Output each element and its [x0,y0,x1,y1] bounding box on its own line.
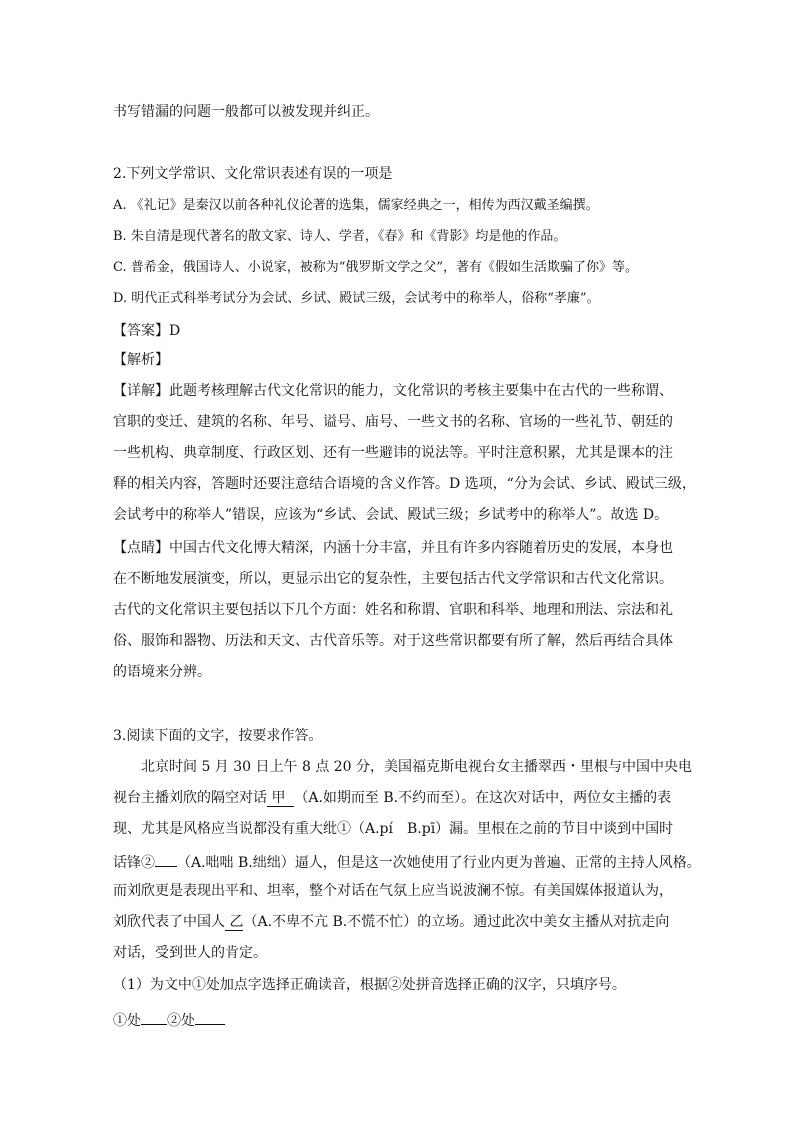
passage-line [113,788,671,808]
passage-text: （A.咄咄 B.绌绌）逼人，但是这一次她使用了行业内更为普遍、正常的主持人风格。 [177,855,701,871]
blank-2-label: ②处 [167,1013,195,1029]
tip-line: 【点睛】中国古代文化博大精深，内涵十分丰富，并且有许多内容随着历史的发展，本身也 [113,540,673,556]
passage-line: 对话，受到世人的肯定。 [113,945,267,961]
blank-yi-label: 乙 [229,914,244,930]
answer-blanks [113,1008,225,1031]
passage-text: 刘欣代表了中国人 [113,914,225,930]
blank-1-label: ①处 [113,1013,141,1029]
detail-line: 官职的变迁、建筑的名称、年号、谥号、庙号、一些文书的名称、官场的一些礼节、朝廷的 [113,414,673,430]
passage-line [113,912,669,932]
option-c: C. 普希金，俄国诗人、小说家，被称为“俄罗斯文学之父”，著有《假如生活欺骗了你》等。 [113,260,639,275]
blank-jia-label: 甲 [271,790,286,806]
tip-line: 在不断地发展演变，所以，更显示出它的复杂性，主要包括古代文学常识和古代文化常识。 [113,571,673,587]
option-a: A. 《礼记》是秦汉以前各种礼仪论著的选集，儒家经典之一，相传为西汉戴圣编撰。 [113,198,599,213]
answer-line: 【答案】D [113,323,181,339]
tip-line: 的语境来分辨。 [113,664,211,680]
passage-line: 北京时间 5 月 30 日上午 8 点 20 分，美国福克斯电视台女主播翠西・里根与中国中央电 [141,759,693,775]
blank-jia [267,790,294,807]
passage-text: （A.如期而至 B.不约而至）。在这次对话中，两位女主播的表 [294,790,672,806]
passage-line: 而刘欣更是表现出平和、坦率，整个对话在气氛上应当说波澜不惊。有美国媒体报道认为， [113,883,673,899]
detail-line: 一些机构、典章制度、行政区划、还有一些避讳的说法等。平时注意积累，尤其是课本的注 [113,445,673,461]
option-b: B. 朱自清是现代著名的散文家、诗人、学者，《春》和《背影》均是他的作品。 [113,229,567,244]
blank-yi [225,914,243,931]
tip-line: 俗、服饰和器物、历法和天文、古代音乐等。对于这些常识都要有所了解，然后再结合具体 [113,633,673,649]
answer-blank-1[interactable] [141,1008,167,1025]
passage-line [113,850,701,873]
passage-line: 现、尤其是风格应当说都没有重大纰①（A.pí B.pī）漏。里根在之前的节目中谈到中国时 [113,821,674,837]
tip-line: 古代的文化常识主要包括以下几个方面：姓名和称谓、官职和科举、地理和刑法、宗法和礼 [113,602,673,618]
passage-text: 视台主播刘欣的隔空对话 [113,790,267,806]
question-3-stem: 3.阅读下面的文字，按要求作答。 [113,728,323,744]
sub-question-1: （1）为文中①处加点字选择正确读音，根据②处拼音选择正确的汉字，只填序号。 [113,977,626,993]
blank-2[interactable] [155,850,177,867]
passage-text: （A.不卑不亢 B.不慌不忙）的立场。通过此次中美女主播从对抗走向 [243,914,670,930]
detail-line: 会试考中的称举人”错误，应该为“乡试、会试、殿试三级；乡试考中的称举人”。故选 D。 [113,507,669,523]
analysis-heading: 【解析】 [113,352,169,368]
detail-line: 释的相关内容，答题时还要注意结合语境的含义作答。D 选项，“分为会试、乡试、殿试三级， [113,476,696,492]
answer-blank-2[interactable] [195,1008,225,1025]
detail-line: 【详解】此题考核理解古代文化常识的能力，文化常识的考核主要集中在古代的一些称谓、 [113,383,673,399]
option-d: D. 明代正式科举考试分为会试、乡试、殿试三级，会试考中的称举人，俗称“孝廉”。 [113,291,600,306]
question-2-stem: 2.下列文学常识、文化常识表述有误的一项是 [113,166,393,182]
text-line: 书写错漏的问题一般都可以被发现并纠正。 [113,104,379,120]
passage-text: 话锋② [113,855,155,871]
